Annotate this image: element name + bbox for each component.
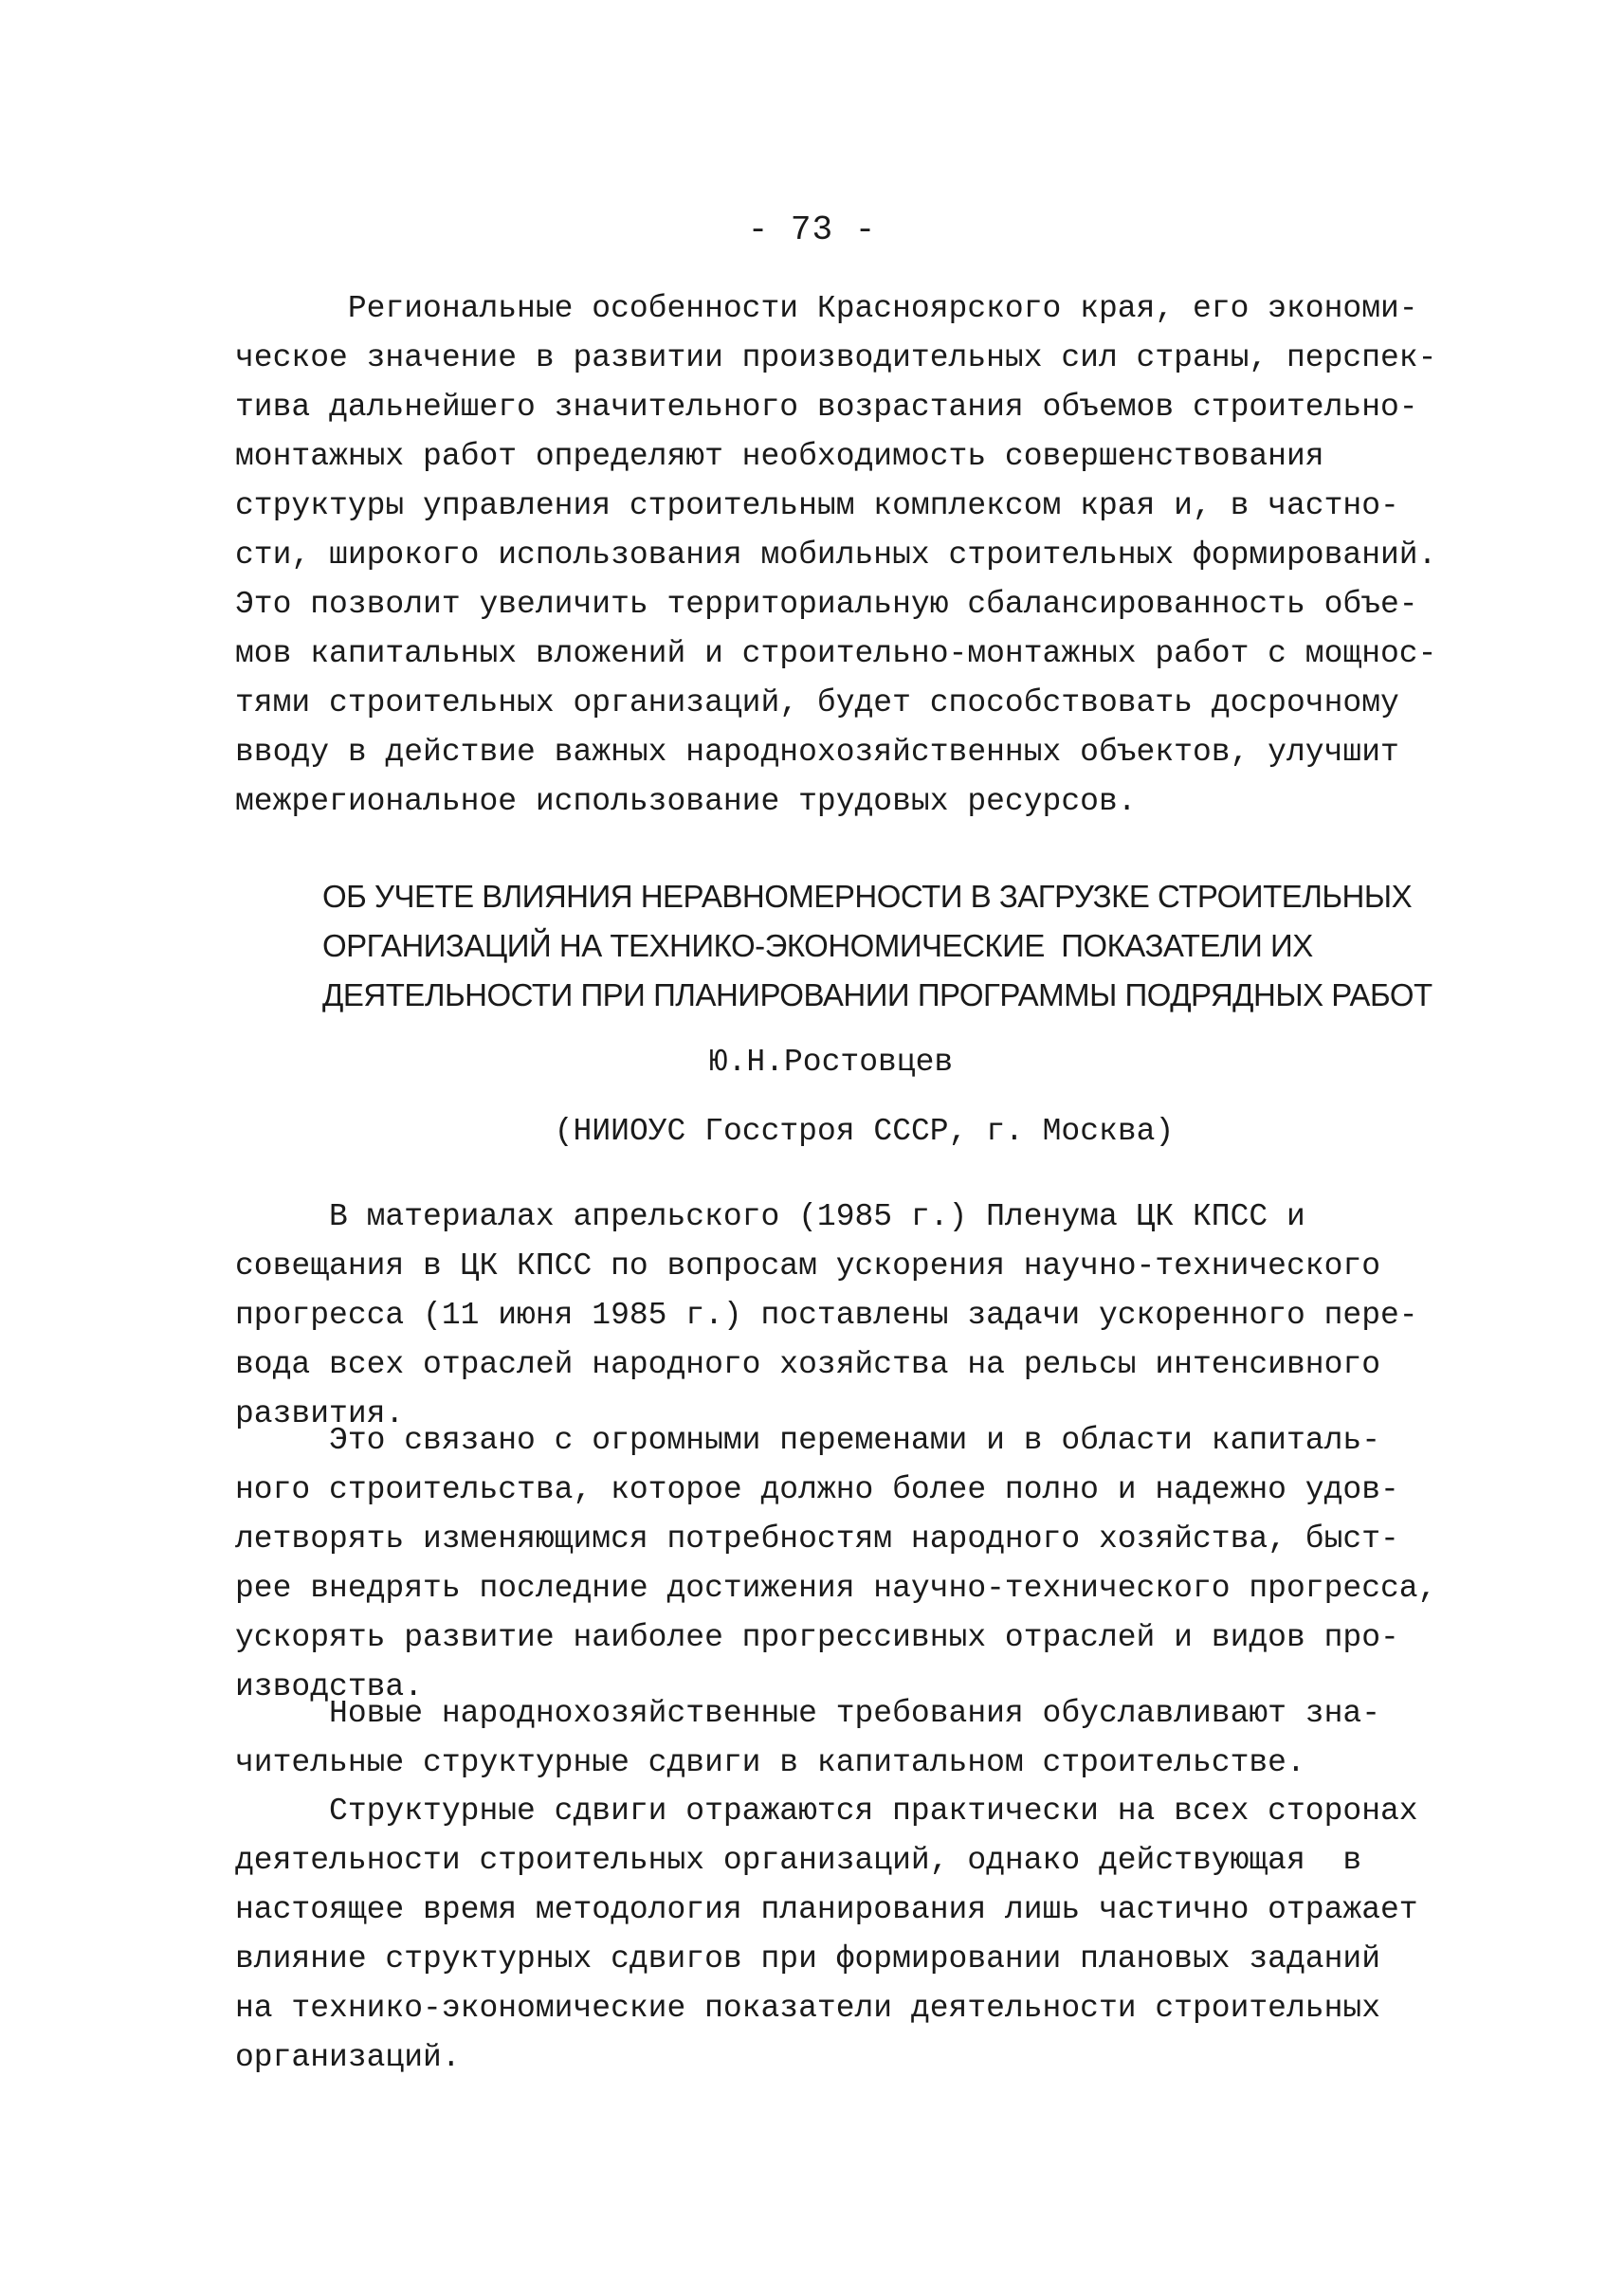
- title-line: ОБ УЧЕТЕ ВЛИЯНИЯ НЕРАВНОМЕРНОСТИ В ЗАГРУЗКЕ СТРОИТЕЛЬНЫХ: [322, 879, 1413, 914]
- paragraph-regional-features: [235, 284, 1437, 827]
- text-line: вода всех отраслей народного хозяйства на рельсы интенсивного: [235, 1347, 1380, 1382]
- text-line: Это связано с огромными переменами и в области капиталь-: [235, 1423, 1380, 1458]
- text-line: на технико-экономические показатели деятельности строительных: [235, 1991, 1380, 2026]
- text-line: Региональные особенности Красноярского края, его экономи-: [235, 291, 1418, 326]
- text-line: деятельности строительных организаций, однако действующая в: [235, 1843, 1362, 1878]
- paragraph-new-requirements: [235, 1689, 1401, 1788]
- paragraph-structural-shifts: [235, 1787, 1418, 2083]
- text-line: Новые народнохозяйственные требования обуславливают зна-: [235, 1696, 1380, 1731]
- text-line: совещания в ЦК КПСС по вопросам ускорения научно-технического: [235, 1248, 1380, 1284]
- text-line: Структурные сдвиги отражаются практически на всех сторонах: [235, 1794, 1418, 1829]
- text-line: чительные структурные сдвиги в капитальном строительстве.: [235, 1745, 1305, 1780]
- text-line: развития.: [235, 1396, 405, 1431]
- text-line: изводства.: [235, 1669, 424, 1704]
- text-line: влияние структурных сдвигов при формировании плановых заданий: [235, 1941, 1380, 1976]
- author-affiliation: (НИИОУС Госстроя СССР, г. Москва): [554, 1114, 1175, 1149]
- article-title: [322, 872, 1432, 1020]
- paragraph-plenum-materials: [235, 1193, 1418, 1439]
- text-line: тива дальнейшего значительного возрастания объемов строительно-: [235, 390, 1418, 425]
- text-line: летворять изменяющимся потребностям народного хозяйства, быст-: [235, 1521, 1399, 1557]
- text-line: мов капитальных вложений и строительно-монтажных работ с мощнос-: [235, 636, 1437, 671]
- page-number: - 73 -: [747, 210, 877, 249]
- text-line: сти, широкого использования мобильных строительных формирований.: [235, 537, 1437, 573]
- title-line: ОРГАНИЗАЦИЙ НА ТЕХНИКО-ЭКОНОМИЧЕСКИЕ ПОКАЗАТЕЛИ ИХ: [322, 928, 1313, 963]
- text-line: организаций.: [235, 2040, 461, 2075]
- text-line: рее внедрять последние достижения научно-технического прогресса,: [235, 1571, 1437, 1606]
- text-line: В материалах апрельского (1985 г.) Пленума ЦК КПСС и: [235, 1199, 1305, 1234]
- text-line: ускорять развитие наиболее прогрессивных отраслей и видов про-: [235, 1620, 1399, 1655]
- text-line: прогресса (11 июня 1985 г.) поставлены задачи ускоренного пере-: [235, 1298, 1418, 1333]
- text-line: ного строительства, которое должно более полно и надежно удов-: [235, 1472, 1399, 1507]
- text-line: настоящее время методология планирования лишь частично отражает: [235, 1892, 1418, 1927]
- text-line: структуры управления строительным комплексом края и, в частно-: [235, 488, 1399, 523]
- title-line: ДЕЯТЕЛЬНОСТИ ПРИ ПЛАНИРОВАНИИ ПРОГРАММЫ ПОДРЯДНЫХ РАБОТ: [322, 977, 1432, 1012]
- text-line: тями строительных организаций, будет способствовать досрочному: [235, 685, 1399, 720]
- text-line: монтажных работ определяют необходимость совершенствования: [235, 439, 1324, 474]
- text-line: вводу в действие важных народнохозяйственных объектов, улучшит: [235, 735, 1399, 770]
- text-line: ческое значение в развитии производительных сил страны, перспек-: [235, 340, 1437, 375]
- text-line: Это позволит увеличить территориальную сбалансированность объе-: [235, 587, 1418, 622]
- text-line: межрегиональное использование трудовых ресурсов.: [235, 784, 1137, 819]
- paragraph-capital-construction: [235, 1416, 1437, 1712]
- author-name: Ю.Н.Ростовцев: [708, 1045, 954, 1080]
